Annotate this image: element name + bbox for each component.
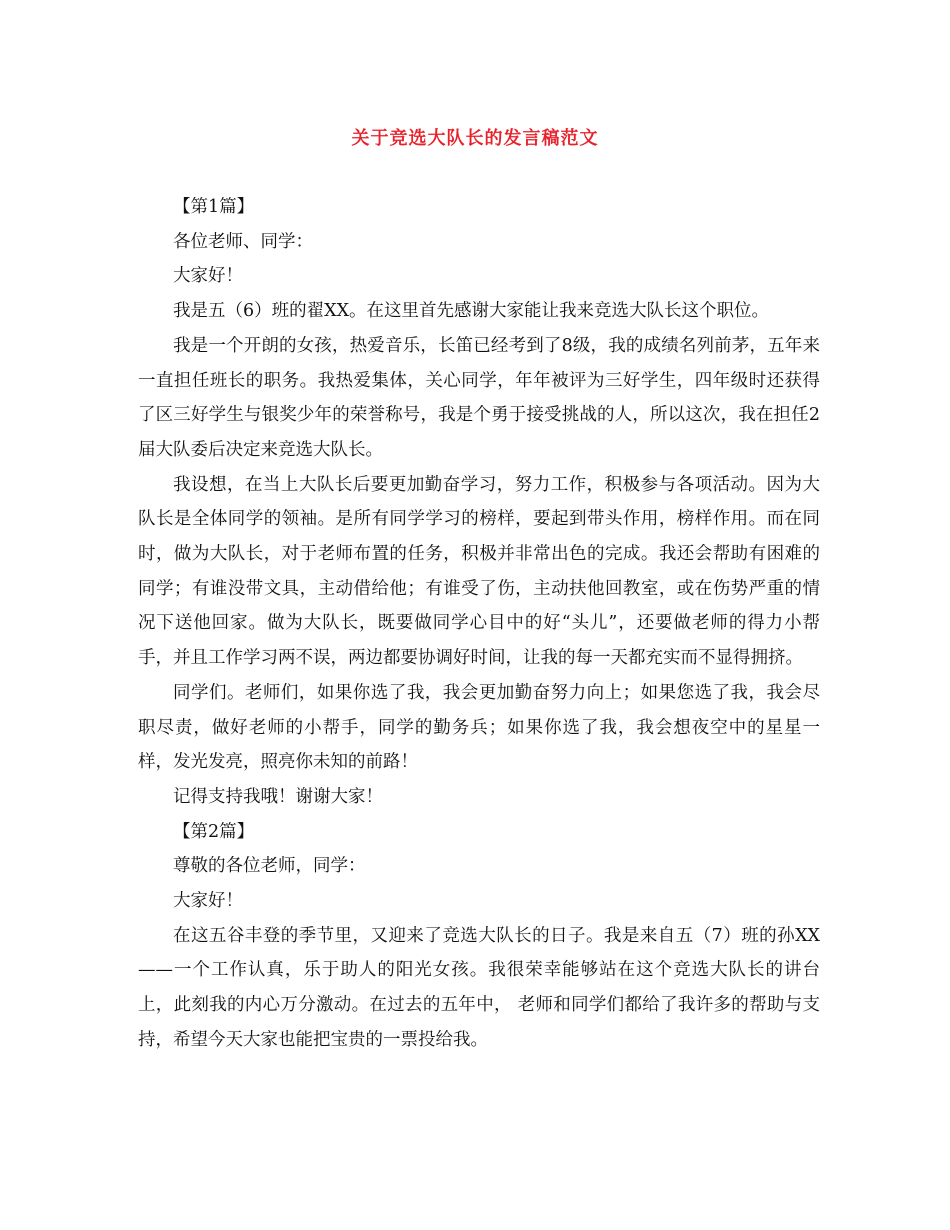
paragraph: 我是一个开朗的女孩，热爱音乐，长笛已经考到了8级，我的成绩名列前茅，五年来一直担任班长的职务。我热爱集体，关心同学，年年被评为三好学生，四年级时还获得了区三好学生与银奖少年的荣誉称号，我是个勇于接受挑战的人，所以这次，我在担任2届大队委后决定来竞选大队长。 [138,335,820,460]
paragraph: 同学们。老师们，如果你选了我，我会更加勤奋努力向上；如果您选了我，我会尽职尽责，做好老师的小帮手，同学的勤务兵；如果你选了我，我会想夜空中的星星一样，发光发亮，照亮你未知的前路！ [138,682,820,773]
paragraph: 我是五（6）班的翟XX。在这里首先感谢大家能让我来竞选大队长这个职位。 [173,301,770,322]
document-title: 关于竞选大队长的发言稿范文 [351,128,599,149]
salutation: 各位老师、同学： [173,231,313,252]
paragraph: 在这五谷丰登的季节里，又迎来了竞选大队长的日子。我是来自五（7）班的孙XX——一个工作认真，乐于助人的阳光女孩。我很荣幸能够站在这个竞选大队长的讲台上，此刻我的内心万分激动。在过去的五年中， 老师和同学们都给了我许多的帮助与支持，希望今天大家也能把宝贵的一票投给我。 [138,925,820,1050]
salutation: 尊敬的各位老师，同学： [173,856,366,877]
section-heading-2: 【第2篇】 [173,821,255,842]
paragraph: 我设想，在当上大队长后要更加勤奋学习，努力工作，积极参与各项活动。因为大队长是全体同学的领袖。是所有同学学习的榜样，要起到带头作用，榜样作用。而在同时，做为大队长，对于老师布置的任务，积极并非常出色的完成。我还会帮助有困难的同学；有谁没带文具，主动借给他；有谁受了伤，主动扶他回教室，或在伤势严重的情况下送他回家。做为大队长，既要做同学心目中的好“头儿”，还要做老师的得力小帮手，并且工作学习两不误，两边都要协调好时间，让我的每一天都充实而不显得拥挤。 [138,474,820,669]
greeting: 大家好！ [173,266,243,287]
document-body [138,190,820,1058]
paragraph: 记得支持我哦！谢谢大家！ [173,786,383,807]
section-heading-1: 【第1篇】 [173,197,255,217]
greeting: 大家好！ [173,891,243,912]
